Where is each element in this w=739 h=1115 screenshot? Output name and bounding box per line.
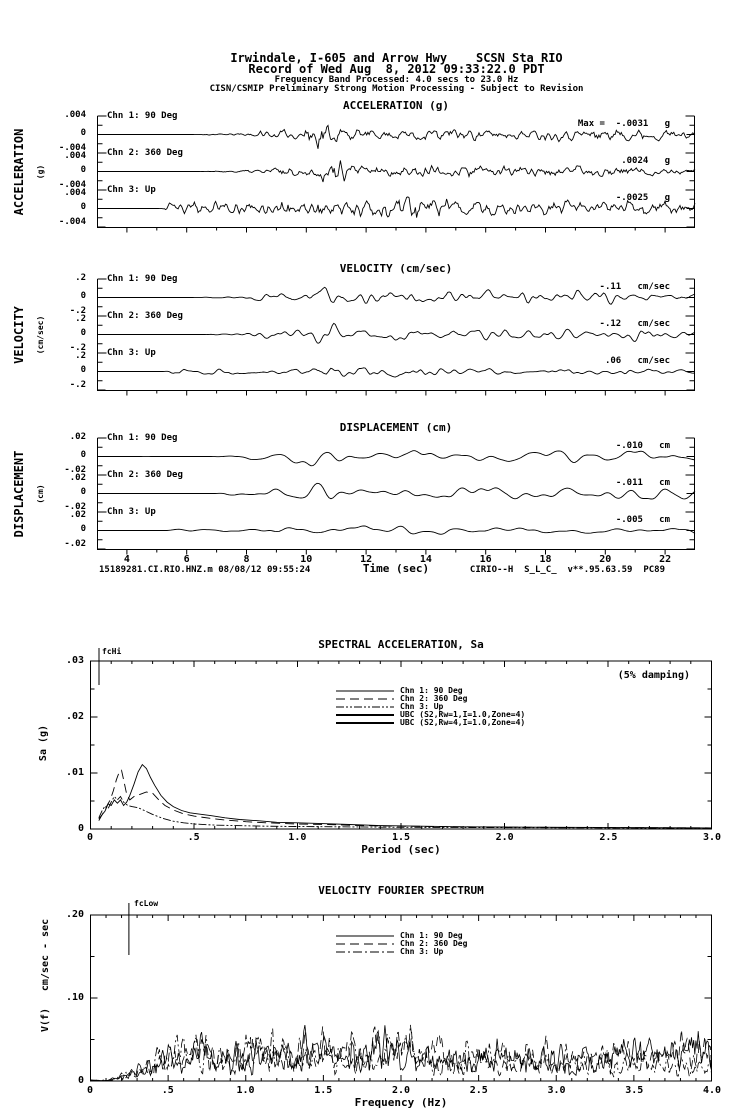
max-value-label: -.005 cm xyxy=(615,515,670,525)
legend-line-sample xyxy=(336,940,394,948)
y-tick-label: -.02 xyxy=(64,539,86,549)
side-unit-acceleration: (g) xyxy=(36,164,45,180)
x-tick-label: 3.0 xyxy=(547,1085,566,1096)
fourier-x-axis-label: Frequency (Hz) xyxy=(354,1096,448,1109)
velocity-plot xyxy=(97,279,695,401)
legend-label: UBC (S2,Rw=1,I=1.0,Zone=4) xyxy=(400,710,526,719)
legend-line-sample xyxy=(336,948,394,956)
channel-label: Chn 2: 360 Deg xyxy=(107,470,183,480)
y-tick-label: -.02 xyxy=(64,465,86,475)
y-tick-label: 0 xyxy=(80,202,86,212)
side-unit-displacement: (cm) xyxy=(36,484,45,504)
displacement-plot xyxy=(97,438,695,560)
waveform-trace xyxy=(97,526,695,534)
y-tick-label: .004 xyxy=(64,151,86,161)
sa-series-trace xyxy=(99,797,712,829)
max-value-label: Max = -.0031 g xyxy=(577,119,670,129)
sa-series-trace xyxy=(99,770,712,828)
legend-label: Chn 2: 360 Deg xyxy=(400,939,468,948)
y-tick-label: .03 xyxy=(65,655,84,666)
x-tick-label: 1.0 xyxy=(288,832,307,843)
x-tick-label: 10 xyxy=(300,554,313,565)
x-tick-label: 2.0 xyxy=(391,1085,411,1096)
legend-line-sample xyxy=(336,695,394,703)
acceleration-plot xyxy=(97,116,695,238)
channel-label: Chn 3: Up xyxy=(107,185,156,195)
x-tick-label: 16 xyxy=(479,554,492,565)
x-tick-label: 2.0 xyxy=(495,832,514,843)
x-tick-label: 2.5 xyxy=(599,832,618,843)
footer-station-info: CIRIO--H S_L_C_ v**.95.63.59 PC89 xyxy=(469,565,665,575)
y-tick-label: .02 xyxy=(69,510,86,520)
x-tick-label: 4.0 xyxy=(702,1085,722,1096)
max-value-label: -.0025 g xyxy=(615,193,670,203)
y-tick-label: -.2 xyxy=(69,343,86,353)
legend-item xyxy=(336,719,525,727)
x-tick-label: 3.5 xyxy=(625,1085,644,1096)
y-tick-label: .20 xyxy=(65,909,84,920)
header-line-4: CISN/CSMIP Preliminary Strong Motion Processing - Subject to Revision xyxy=(209,84,584,94)
y-tick-label: 0 xyxy=(80,487,86,497)
waveform-trace xyxy=(97,451,695,466)
x-tick-label: .5 xyxy=(187,832,200,843)
y-tick-label: .01 xyxy=(65,767,84,778)
y-tick-label: 0 xyxy=(77,823,84,834)
y-tick-label: -.004 xyxy=(58,143,86,153)
x-tick-label: 18 xyxy=(539,554,552,565)
legend-label: Chn 2: 360 Deg xyxy=(400,694,468,703)
waveform-trace xyxy=(97,368,695,377)
sa-series-trace xyxy=(99,765,712,828)
fourier-plot xyxy=(90,899,712,1095)
fourier-y-axis-label: V(f) xyxy=(40,1007,51,1033)
legend-line-sample xyxy=(336,703,394,711)
time-axis xyxy=(97,228,695,233)
max-value-label: -.12 cm/sec xyxy=(599,319,670,329)
x-tick-label: 6 xyxy=(183,554,190,565)
x-tick-label: 8 xyxy=(243,554,250,565)
y-tick-label: 0 xyxy=(80,291,86,301)
x-tick-label: 1.0 xyxy=(236,1085,255,1096)
legend-item xyxy=(336,948,443,956)
x-tick-label: 22 xyxy=(659,554,672,565)
x-tick-label: 14 xyxy=(419,554,432,565)
y-tick-label: .2 xyxy=(75,314,86,324)
y-tick-label: -.2 xyxy=(69,306,86,316)
max-value-label: .0024 g xyxy=(621,156,670,166)
x-tick-label: 12 xyxy=(360,554,373,565)
y-tick-label: 0 xyxy=(80,165,86,175)
x-tick-label: 1.5 xyxy=(391,832,411,843)
fourier-plot-title: VELOCITY FOURIER SPECTRUM xyxy=(318,884,484,897)
sa-plot-title: SPECTRAL ACCELERATION, Sa xyxy=(318,638,484,651)
y-tick-label: .10 xyxy=(65,992,84,1003)
legend-line-sample xyxy=(336,711,394,719)
time-axis xyxy=(97,391,695,396)
header-line-1: Irwindale, I-605 and Arrow Hwy SCSN Sta RIO xyxy=(230,51,563,65)
max-value-label: .06 cm/sec xyxy=(604,356,670,366)
y-tick-label: -.2 xyxy=(69,380,86,390)
side-label-velocity: VELOCITY xyxy=(12,306,26,364)
sa-y-axis-label: Sa (g) xyxy=(38,724,49,762)
sa-damping-annotation: (5% damping) xyxy=(617,670,690,681)
time-axis-label: Time (sec) xyxy=(362,562,430,575)
channel-label: Chn 3: Up xyxy=(107,348,156,358)
legend-label: Chn 3: Up xyxy=(400,947,444,956)
x-tick-label: 0 xyxy=(86,1085,94,1096)
legend-label: Chn 1: 90 Deg xyxy=(400,931,463,940)
header-line-2: Record of Wed Aug 8, 2012 09:33:22.0 PDT xyxy=(248,62,545,76)
x-tick-label: 1.5 xyxy=(314,1085,333,1096)
fourier-fclow-marker-label: fcLow xyxy=(134,899,159,908)
legend-label: Chn 3: Up xyxy=(400,702,444,711)
channel-label: Chn 1: 90 Deg xyxy=(107,111,178,121)
x-tick-label: 0 xyxy=(86,832,94,843)
side-label-displacement: DISPLACEMENT xyxy=(12,450,26,538)
y-tick-label: -.004 xyxy=(58,217,86,227)
y-tick-label: .2 xyxy=(75,351,86,361)
x-tick-label: 20 xyxy=(599,554,612,565)
y-tick-label: 0 xyxy=(80,128,86,138)
y-tick-label: .02 xyxy=(69,473,86,483)
legend-line-sample xyxy=(336,932,394,940)
header-line-3: Frequency Band Processed: 4.0 secs to 23.0 Hz xyxy=(274,75,519,85)
footer-record-id: 15189281.CI.RIO.HNZ.m 08/08/12 09:55:24 xyxy=(99,565,311,575)
side-label-acceleration: ACCELERATION xyxy=(12,128,26,216)
channel-label: Chn 2: 360 Deg xyxy=(107,148,183,158)
x-tick-label: .5 xyxy=(161,1085,174,1096)
section-title-velocity: VELOCITY (cm/sec) xyxy=(339,262,453,275)
section-title-displacement: DISPLACEMENT (cm) xyxy=(339,421,453,434)
fourier-y-axis-unit-label: cm/sec - sec xyxy=(40,918,51,992)
sa-plot xyxy=(90,645,712,845)
y-tick-label: 0 xyxy=(80,450,86,460)
max-value-label: -.11 cm/sec xyxy=(599,282,670,292)
y-tick-label: .004 xyxy=(64,188,86,198)
sa-fchi-marker-label: fcHi xyxy=(102,647,122,656)
legend-line-sample xyxy=(336,687,394,695)
max-value-label: -.011 cm xyxy=(615,478,670,488)
y-tick-label: .02 xyxy=(65,711,84,722)
legend-label: Chn 1: 90 Deg xyxy=(400,686,463,695)
channel-label: Chn 1: 90 Deg xyxy=(107,433,178,443)
legend-label: UBC (S2,Rw=4,I=1.0,Zone=4) xyxy=(400,718,526,727)
y-tick-label: 0 xyxy=(80,524,86,534)
y-tick-label: -.02 xyxy=(64,502,86,512)
y-tick-label: .004 xyxy=(64,110,86,120)
y-tick-label: .2 xyxy=(75,273,86,283)
side-unit-velocity: (cm/sec) xyxy=(36,315,45,355)
y-tick-label: 0 xyxy=(77,1075,84,1086)
channel-label: Chn 1: 90 Deg xyxy=(107,274,178,284)
y-tick-label: 0 xyxy=(80,365,86,375)
y-tick-label: .02 xyxy=(69,432,86,442)
x-tick-label: 3.0 xyxy=(702,832,722,843)
max-value-label: -.010 cm xyxy=(615,441,670,451)
y-tick-label: 0 xyxy=(80,328,86,338)
channel-label: Chn 3: Up xyxy=(107,507,156,517)
y-tick-label: -.004 xyxy=(58,180,86,190)
x-tick-label: 4 xyxy=(123,554,130,565)
legend-line-sample xyxy=(336,719,394,727)
section-title-acceleration: ACCELERATION (g) xyxy=(343,99,449,112)
sa-x-axis-label: Period (sec) xyxy=(361,843,441,856)
channel-label: Chn 2: 360 Deg xyxy=(107,311,183,321)
x-tick-label: 2.5 xyxy=(469,1085,488,1096)
fourier-series-trace xyxy=(91,1026,712,1080)
